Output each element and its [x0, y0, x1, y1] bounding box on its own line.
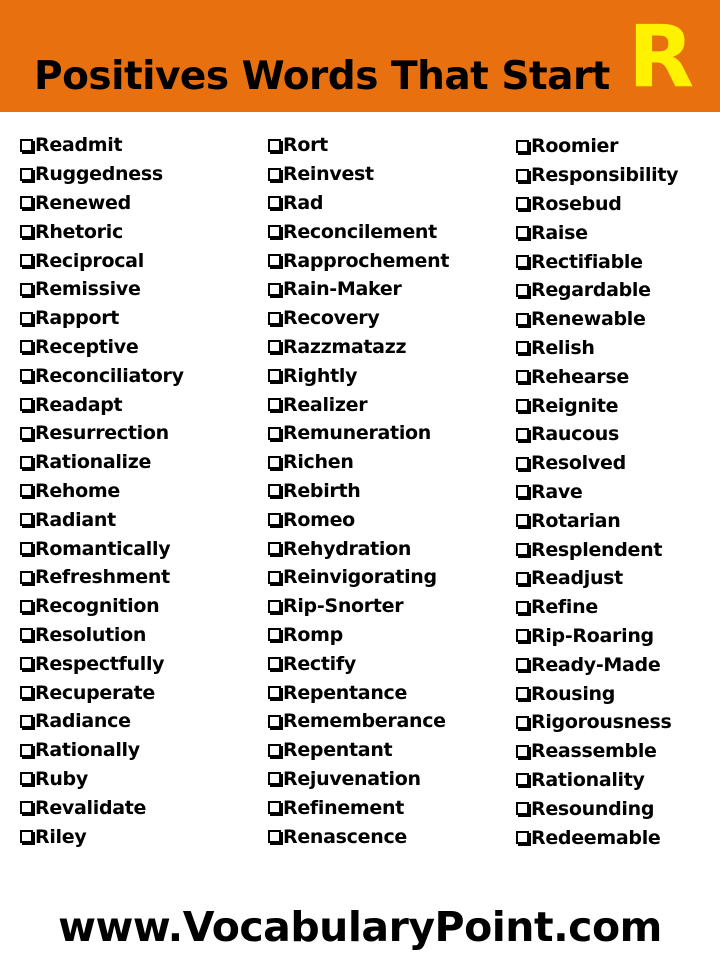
word-item — [20, 563, 184, 592]
word-label: Rightly — [283, 364, 358, 387]
checkbox-icon — [516, 601, 529, 614]
word-item — [516, 247, 678, 276]
page-title: Positives Words That Start — [34, 54, 610, 99]
word-label: Ready-Made — [531, 653, 661, 676]
word-item — [20, 131, 184, 160]
checkbox-icon — [268, 484, 281, 497]
word-label: Rectifiable — [531, 250, 643, 273]
word-label: Responsibility — [531, 164, 679, 187]
word-item — [20, 534, 184, 563]
word-label: Radiance — [35, 710, 131, 733]
checkbox-icon — [268, 312, 281, 325]
word-label: Rort — [283, 134, 328, 157]
word-label: Resolved — [531, 452, 626, 475]
word-item — [268, 534, 449, 563]
word-label: Rousing — [531, 682, 616, 705]
checkbox-icon — [516, 543, 529, 556]
checkbox-icon — [268, 715, 281, 728]
word-item — [20, 419, 184, 448]
checkbox-icon — [516, 428, 529, 441]
word-item — [20, 505, 184, 534]
word-column-2 — [268, 131, 449, 851]
checkbox-icon — [268, 772, 281, 785]
word-item — [20, 189, 184, 218]
checkbox-icon — [516, 658, 529, 671]
word-label: Reassemble — [531, 740, 657, 763]
checkbox-icon — [20, 196, 33, 209]
word-item — [516, 622, 678, 651]
checkbox-icon — [516, 313, 529, 326]
checkbox-icon — [20, 686, 33, 699]
checkbox-icon — [516, 284, 529, 297]
checkbox-icon — [268, 139, 281, 152]
checkbox-icon — [268, 600, 281, 613]
checkbox-icon — [516, 457, 529, 470]
checkbox-icon — [20, 427, 33, 440]
word-label: Remuneration — [283, 422, 432, 445]
word-item — [20, 736, 184, 765]
word-item — [516, 708, 678, 737]
word-item — [516, 161, 678, 190]
word-item — [268, 189, 449, 218]
word-item — [20, 649, 184, 678]
word-label: Refine — [531, 596, 598, 619]
word-label: Repentance — [283, 681, 408, 704]
word-item — [268, 649, 449, 678]
word-label: Rosebud — [531, 192, 622, 215]
word-item — [20, 217, 184, 246]
word-label: Reciprocal — [35, 249, 144, 272]
checkbox-icon — [516, 255, 529, 268]
word-item — [20, 448, 184, 477]
word-item — [20, 361, 184, 390]
word-item — [516, 132, 678, 161]
word-label: Readapt — [35, 393, 123, 416]
word-label: Readmit — [35, 134, 123, 157]
word-item — [268, 246, 449, 275]
word-label: Resounding — [531, 797, 655, 820]
word-item — [516, 650, 678, 679]
word-item — [516, 794, 678, 823]
checkbox-icon — [516, 341, 529, 354]
word-item — [516, 766, 678, 795]
word-label: Rationalize — [35, 451, 152, 474]
word-label: Relish — [531, 336, 595, 359]
checkbox-icon — [516, 687, 529, 700]
word-label: Refinement — [283, 796, 405, 819]
checkbox-icon — [20, 628, 33, 641]
word-item — [516, 737, 678, 766]
word-label: Renascence — [283, 825, 407, 848]
word-label: Remissive — [35, 278, 141, 301]
word-item — [268, 505, 449, 534]
checkbox-icon — [516, 485, 529, 498]
checkbox-icon — [20, 744, 33, 757]
word-item — [516, 535, 678, 564]
word-item — [268, 390, 449, 419]
word-item — [268, 448, 449, 477]
word-item — [268, 592, 449, 621]
word-item — [20, 477, 184, 506]
word-label: Rationally — [35, 739, 140, 762]
word-item — [516, 276, 678, 305]
word-column-1 — [20, 131, 184, 851]
word-item — [516, 449, 678, 478]
checkbox-icon — [20, 484, 33, 497]
word-item — [20, 390, 184, 419]
word-label: Reconcilement — [283, 220, 437, 243]
word-item — [268, 621, 449, 650]
word-label: Recovery — [283, 307, 380, 330]
word-label: Rehome — [35, 479, 120, 502]
checkbox-icon — [268, 513, 281, 526]
word-label: Rebirth — [283, 479, 361, 502]
word-label: Razzmatazz — [283, 335, 407, 358]
word-item — [268, 736, 449, 765]
word-item — [268, 333, 449, 362]
word-label: Rehearse — [531, 365, 629, 388]
checkbox-icon — [268, 686, 281, 699]
checkbox-icon — [516, 773, 529, 786]
checkbox-icon — [20, 456, 33, 469]
checkbox-icon — [20, 369, 33, 382]
checkbox-icon — [268, 168, 281, 181]
word-label: Rapprochement — [283, 249, 450, 272]
word-label: Repentant — [283, 739, 393, 762]
word-label: Rip-Snorter — [283, 595, 404, 618]
word-label: Regardable — [531, 279, 651, 302]
word-item — [268, 563, 449, 592]
word-label: Recuperate — [35, 681, 155, 704]
word-label: Riley — [35, 825, 87, 848]
word-label: Romantically — [35, 537, 171, 560]
checkbox-icon — [268, 657, 281, 670]
word-item — [268, 131, 449, 160]
word-item — [516, 679, 678, 708]
word-item — [20, 160, 184, 189]
checkbox-icon — [516, 514, 529, 527]
word-label: Rehydration — [283, 537, 412, 560]
checkbox-icon — [268, 744, 281, 757]
checkbox-icon — [20, 830, 33, 843]
checkbox-icon — [268, 398, 281, 411]
word-item — [20, 592, 184, 621]
checkbox-icon — [20, 398, 33, 411]
checkbox-icon — [516, 169, 529, 182]
checkbox-icon — [20, 283, 33, 296]
checkbox-icon — [20, 139, 33, 152]
checkbox-icon — [268, 369, 281, 382]
word-item — [268, 707, 449, 736]
word-label: Reinvest — [283, 163, 374, 186]
word-label: Romeo — [283, 508, 355, 531]
word-item — [516, 190, 678, 219]
word-label: Rhetoric — [35, 220, 123, 243]
word-item — [268, 765, 449, 794]
word-item — [20, 707, 184, 736]
word-item — [268, 217, 449, 246]
word-label: Rain-Maker — [283, 278, 402, 301]
checkbox-icon — [268, 225, 281, 238]
word-label: Rigorousness — [531, 711, 672, 734]
word-label: Readjust — [531, 567, 623, 590]
word-label: Receptive — [35, 335, 139, 358]
checkbox-icon — [268, 628, 281, 641]
word-label: Reinvigorating — [283, 566, 437, 589]
checkbox-icon — [268, 571, 281, 584]
word-item — [20, 678, 184, 707]
word-label: Resurrection — [35, 422, 169, 445]
word-item — [516, 506, 678, 535]
word-item — [516, 362, 678, 391]
word-item — [20, 793, 184, 822]
word-label: Revalidate — [35, 796, 147, 819]
checkbox-icon — [268, 427, 281, 440]
word-label: Reconciliatory — [35, 364, 184, 387]
word-item — [20, 822, 184, 851]
word-label: Renewed — [35, 191, 131, 214]
checkbox-icon — [20, 254, 33, 267]
word-label: Roomier — [531, 135, 619, 158]
word-item — [516, 305, 678, 334]
word-label: Redeemable — [531, 826, 661, 849]
word-item — [268, 477, 449, 506]
word-item — [516, 593, 678, 622]
word-label: Radiant — [35, 508, 116, 531]
word-label: Ruby — [35, 767, 88, 790]
checkbox-icon — [268, 830, 281, 843]
checkbox-icon — [516, 802, 529, 815]
word-label: Respectfully — [35, 652, 165, 675]
checkbox-icon — [516, 197, 529, 210]
checkbox-icon — [268, 456, 281, 469]
word-label: Resolution — [35, 623, 147, 646]
word-item — [268, 361, 449, 390]
word-label: Romp — [283, 623, 343, 646]
word-label: Rotarian — [531, 509, 621, 532]
word-item — [268, 678, 449, 707]
word-item — [268, 419, 449, 448]
word-item — [516, 218, 678, 247]
word-item — [20, 246, 184, 275]
checkbox-icon — [20, 225, 33, 238]
checkbox-icon — [516, 399, 529, 412]
word-label: Richen — [283, 451, 354, 474]
word-label: Recognition — [35, 595, 160, 618]
word-label: Rectify — [283, 652, 356, 675]
checkbox-icon — [20, 312, 33, 325]
word-item — [20, 765, 184, 794]
checkbox-icon — [268, 542, 281, 555]
word-item — [20, 621, 184, 650]
checkbox-icon — [20, 801, 33, 814]
checkbox-icon — [268, 340, 281, 353]
word-label: Rave — [531, 480, 583, 503]
word-label: Rationality — [531, 768, 645, 791]
word-label: Ruggedness — [35, 163, 163, 186]
checkbox-icon — [268, 801, 281, 814]
checkbox-icon — [20, 513, 33, 526]
word-label: Rip-Roaring — [531, 624, 654, 647]
checkbox-icon — [516, 629, 529, 642]
word-label: Reignite — [531, 394, 619, 417]
word-item — [268, 822, 449, 851]
word-label: Rejuvenation — [283, 767, 421, 790]
checkbox-icon — [20, 772, 33, 785]
checkbox-icon — [20, 600, 33, 613]
checkbox-icon — [20, 715, 33, 728]
word-item — [516, 334, 678, 363]
word-item — [20, 304, 184, 333]
word-item — [20, 275, 184, 304]
word-item — [268, 160, 449, 189]
word-item — [516, 478, 678, 507]
word-label: Resplendent — [531, 538, 663, 561]
checkbox-icon — [20, 340, 33, 353]
checkbox-icon — [20, 657, 33, 670]
word-label: Raucous — [531, 423, 620, 446]
word-item — [516, 823, 678, 852]
checkbox-icon — [516, 745, 529, 758]
word-label: Rad — [283, 191, 324, 214]
checkbox-icon — [516, 140, 529, 153]
word-label: Raise — [531, 221, 588, 244]
word-item — [516, 391, 678, 420]
word-item — [268, 275, 449, 304]
word-item — [268, 304, 449, 333]
checkbox-icon — [516, 716, 529, 729]
checkbox-icon — [20, 571, 33, 584]
word-label: Rememberance — [283, 710, 446, 733]
word-label: Rapport — [35, 307, 120, 330]
checkbox-icon — [516, 226, 529, 239]
checkbox-icon — [20, 542, 33, 555]
checkbox-icon — [516, 831, 529, 844]
word-item — [20, 333, 184, 362]
word-item — [516, 420, 678, 449]
checkbox-icon — [268, 283, 281, 296]
checkbox-icon — [516, 572, 529, 585]
checkbox-icon — [268, 254, 281, 267]
word-label: Refreshment — [35, 566, 170, 589]
checkbox-icon — [20, 168, 33, 181]
checkbox-icon — [268, 196, 281, 209]
word-item — [268, 793, 449, 822]
website-footer: www.VocabularyPoint.com — [58, 903, 662, 951]
word-column-3 — [516, 132, 678, 852]
word-label: Realizer — [283, 393, 368, 416]
title-letter: R — [628, 7, 695, 107]
checkbox-icon — [516, 370, 529, 383]
word-item — [516, 564, 678, 593]
word-label: Renewable — [531, 308, 646, 331]
